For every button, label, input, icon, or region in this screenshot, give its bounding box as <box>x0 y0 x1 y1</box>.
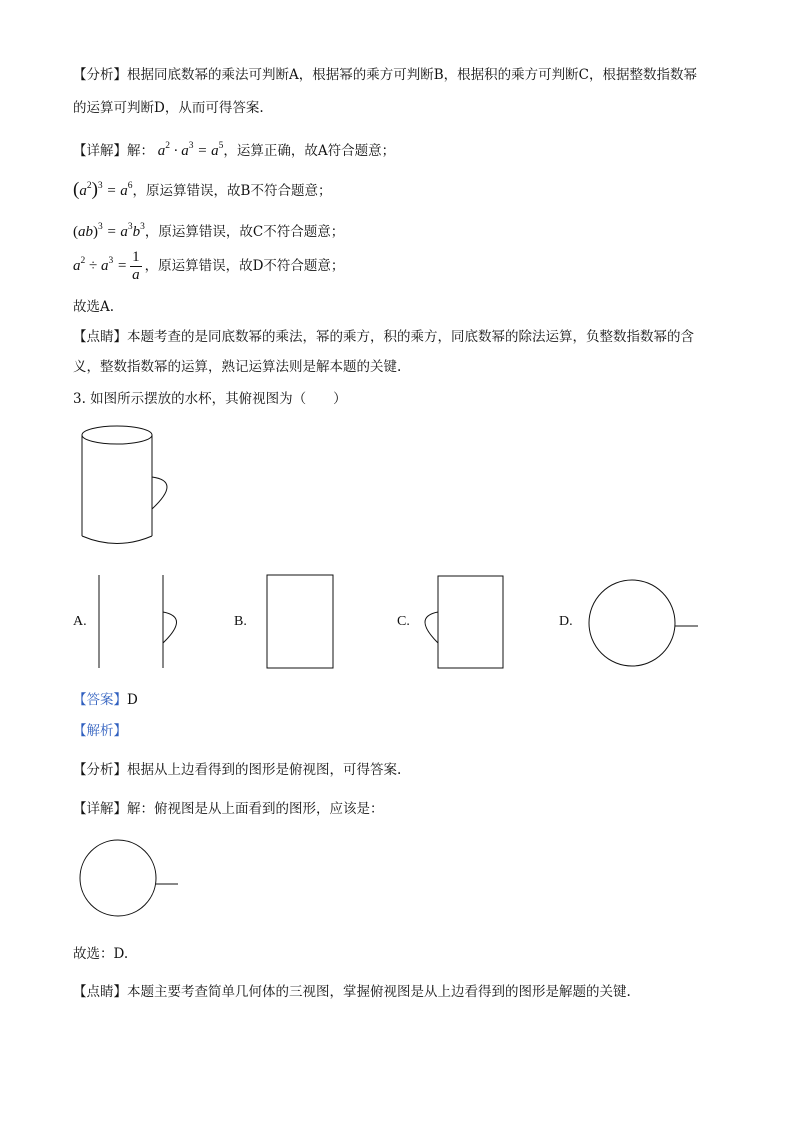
analysis-text-1: 根据同底数幂的乘法可判断A，根据幂的乘方可判断B，根据积的乘方可判断C，根据整数指数幂 <box>127 67 697 83</box>
analysis-tag: 【分析】 <box>73 67 127 83</box>
analysis-line-1 <box>73 65 697 85</box>
option-b-figure[interactable] <box>266 574 336 669</box>
detail-line-d <box>73 249 344 284</box>
detail-3-line: 【详解】解：俯视图是从上面看到的图形，应该是： <box>73 801 384 817</box>
detail-lead: 解： <box>127 143 154 159</box>
option-c-figure[interactable] <box>420 575 510 670</box>
comment-a: ，运算正确，故A符合题意； <box>223 143 396 159</box>
comment-line-2 <box>73 357 401 377</box>
formula-c: $(ab)^3 = a^3b^3$ <box>73 222 145 240</box>
option-a-label[interactable]: A. <box>73 614 87 629</box>
comment-c: ，原运算错误，故C不符合题意； <box>144 224 345 240</box>
option-d-figure[interactable] <box>588 579 700 669</box>
explain-tag: 【解析】 <box>73 723 127 739</box>
option-b-label[interactable]: B. <box>234 614 247 629</box>
detail-conclusion: 故选A. <box>73 299 115 315</box>
fraction-one-over-a: $\frac{1}{a}$ <box>132 249 140 283</box>
detail-line-b <box>73 176 331 201</box>
option-d-label[interactable]: D. <box>559 614 573 629</box>
question-3-stem: 3. 如图所示摆放的水杯，其俯视图为（ ） <box>73 391 347 407</box>
answer-value: D <box>127 692 138 708</box>
comment-d: ，原运算错误，故D不符合题意； <box>144 258 345 274</box>
comment-b: ，原运算错误，故B不符合题意； <box>132 183 332 199</box>
top-view-figure <box>80 840 180 920</box>
comment-line-1 <box>73 327 694 347</box>
cup-figure <box>80 425 180 550</box>
detail-line-a <box>73 136 395 161</box>
option-c-label[interactable]: C. <box>397 614 410 629</box>
comment-text-1: 本题考查的是同底数幂的乘法，幂的乘方，积的乘方，同底数幂的除法运算，负整数指数幂的含 <box>127 329 694 345</box>
analysis-text-2: 的运算可判断D，从而可得答案. <box>73 100 264 116</box>
analysis-line-2 <box>73 98 264 118</box>
detail-tag: 【详解】 <box>73 143 127 159</box>
formula-d: $a^2 \div a^3$ = <box>73 256 128 274</box>
formula-a: $a^2 \cdot a^3 = a^5$ <box>154 141 224 159</box>
comment-text-2: 义，整数指数幂的运算，熟记运算法则是解本题的关键. <box>73 359 402 375</box>
detail-line-c <box>73 217 344 242</box>
formula-b: $(a^2)^3 = a^6$ <box>73 179 133 200</box>
answer-line <box>73 690 138 710</box>
option-a-figure[interactable] <box>98 575 188 670</box>
comment-tag: 【点睛】 <box>73 329 127 345</box>
answer-tag: 【答案】 <box>73 692 127 708</box>
analysis-3-line: 【分析】根据从上边看得到的图形是俯视图，可得答案. <box>73 762 402 778</box>
conclusion-3: 故选：D. <box>73 946 129 962</box>
comment-3-line: 【点睛】本题主要考查简单几何体的三视图，掌握俯视图是从上边看得到的图形是解题的关键. <box>73 984 631 1000</box>
